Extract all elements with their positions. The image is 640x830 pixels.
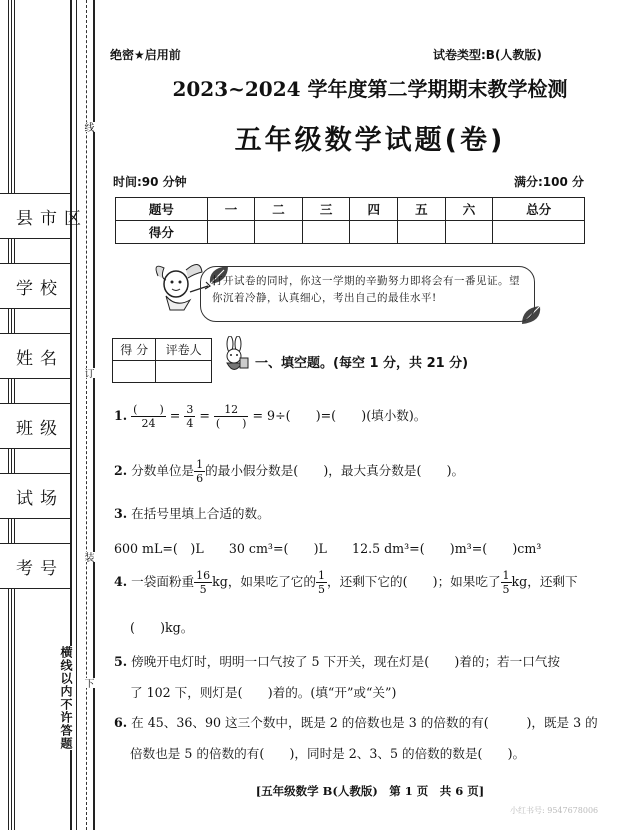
question-6-line2[interactable]: 倍数也是 5 的倍数的有( )，同时是 2、3、5 的倍数的数是( )。: [130, 746, 526, 761]
question-3-blanks[interactable]: 600 mL=( )L 30 cm³=( )L 12.5 dm³=( )m³=( )cm³: [114, 541, 542, 556]
header-cell: 一: [207, 198, 255, 221]
name-field[interactable]: 姓名: [0, 333, 71, 379]
question-3: 3. 在括号里填上合适的数。: [114, 506, 270, 521]
class-field[interactable]: 班级: [0, 403, 71, 449]
score-cell[interactable]: [207, 221, 255, 244]
full-score: 满分:100 分: [514, 175, 585, 189]
question-4: 4. 一袋面粉重 $\frac{16}{5}$ kg，如果吃了它的 $\frac{1}{5}$ ，还剩下它的( )；如果吃了 $\frac{1}{5}$ kg，还剩下: [114, 569, 578, 596]
grader-reviewer-cell[interactable]: [156, 361, 212, 383]
header-cell: 五: [398, 198, 446, 221]
question-2: 2. 分数单位是 $\frac{1}{6}$ 的最小假分数是( )，最大真分数是( )。: [114, 458, 465, 485]
grader-table: [112, 338, 212, 383]
question-6: 6. 在 45、36、90 这三个数中，既是 2 的倍数也是 3 的倍数的有( )，既是 3 的: [114, 715, 598, 730]
header-cell: 二: [255, 198, 303, 221]
score-cell[interactable]: [350, 221, 398, 244]
exam-number-field[interactable]: 考号: [0, 543, 71, 589]
confidential-label: 绝密★启用前: [110, 48, 181, 62]
exam-title: 2023~2024 学年度第二学期期末教学检测: [172, 77, 568, 101]
score-cell[interactable]: [493, 221, 585, 244]
page-footer: [五年级数学 B(人教版) 第 1 页 共 6 页]: [255, 784, 485, 798]
section-heading: 一、填空题。(每空 1 分，共 21 分): [255, 356, 469, 371]
grader-score-cell[interactable]: [113, 361, 156, 383]
header-cell: 三: [302, 198, 350, 221]
question-4-line2[interactable]: ( )kg。: [130, 620, 194, 635]
header-cell: 四: [350, 198, 398, 221]
fraction: $\frac{16}{5}$: [196, 569, 211, 596]
down-label: 下: [82, 678, 93, 688]
grader-reviewer-label: 评卷人: [156, 339, 212, 361]
score-cell[interactable]: [445, 221, 493, 244]
score-row: [116, 221, 585, 244]
grader-score-label: 得 分: [113, 339, 156, 361]
line-label: 线: [82, 122, 93, 132]
zhuang-label: 装: [82, 552, 93, 562]
header-cell: 题号: [116, 198, 208, 221]
paper-type: 试卷类型:B(人教版): [433, 48, 542, 62]
school-field[interactable]: 学校: [0, 263, 71, 309]
exam-room-field[interactable]: 试场: [0, 473, 71, 519]
score-cell[interactable]: [302, 221, 350, 244]
fraction: $\frac{1}{5}$: [318, 569, 325, 596]
score-row-label: 得分: [116, 221, 208, 244]
question-5-line2[interactable]: 了 102 下，则灯是( )着的。(填“开”或“关”): [130, 685, 397, 700]
score-cell[interactable]: [255, 221, 303, 244]
question-5: 5. 傍晚开电灯时，明明一口气按了 5 下开关，现在灯是( )着的；若一口气按: [114, 654, 561, 669]
encouragement-text: 打开试卷的同时，你这一学期的辛勤努力即将会有一番见证。望你沉着冷静，认真细心，考出自己的最佳水平!: [212, 275, 520, 304]
score-table-header: [116, 198, 585, 221]
exam-time: 时间:90 分钟: [113, 175, 187, 189]
header-cell: 总分: [493, 198, 585, 221]
binding-strip: [0, 0, 98, 830]
fraction: $\frac{3}{4}$: [186, 403, 194, 430]
ding-label: 订: [82, 368, 93, 378]
county-field[interactable]: 县市区: [0, 193, 71, 239]
header-cell: 六: [445, 198, 493, 221]
fraction: $\frac{( )}{24}$: [133, 403, 164, 430]
fraction: $\frac{1}{6}$: [196, 458, 204, 485]
fraction: $\frac{12}{( )}$: [215, 403, 247, 430]
watermark: 小红书号: 9547678006: [510, 806, 599, 815]
fraction: $\frac{1}{5}$: [502, 569, 510, 596]
page-title: 五年级数学试题(卷): [234, 125, 506, 156]
score-table: [115, 197, 585, 244]
score-cell[interactable]: [398, 221, 446, 244]
rabbit-illustration: [218, 336, 252, 378]
no-answer-warning: 横线以内不许答题: [59, 646, 73, 750]
question-1: 1. $\frac{( )}{24}$ = $\frac{3}{4}$ = $\frac{12}{( )}$ = 9÷( )=( )(填小数)。: [114, 403, 427, 430]
